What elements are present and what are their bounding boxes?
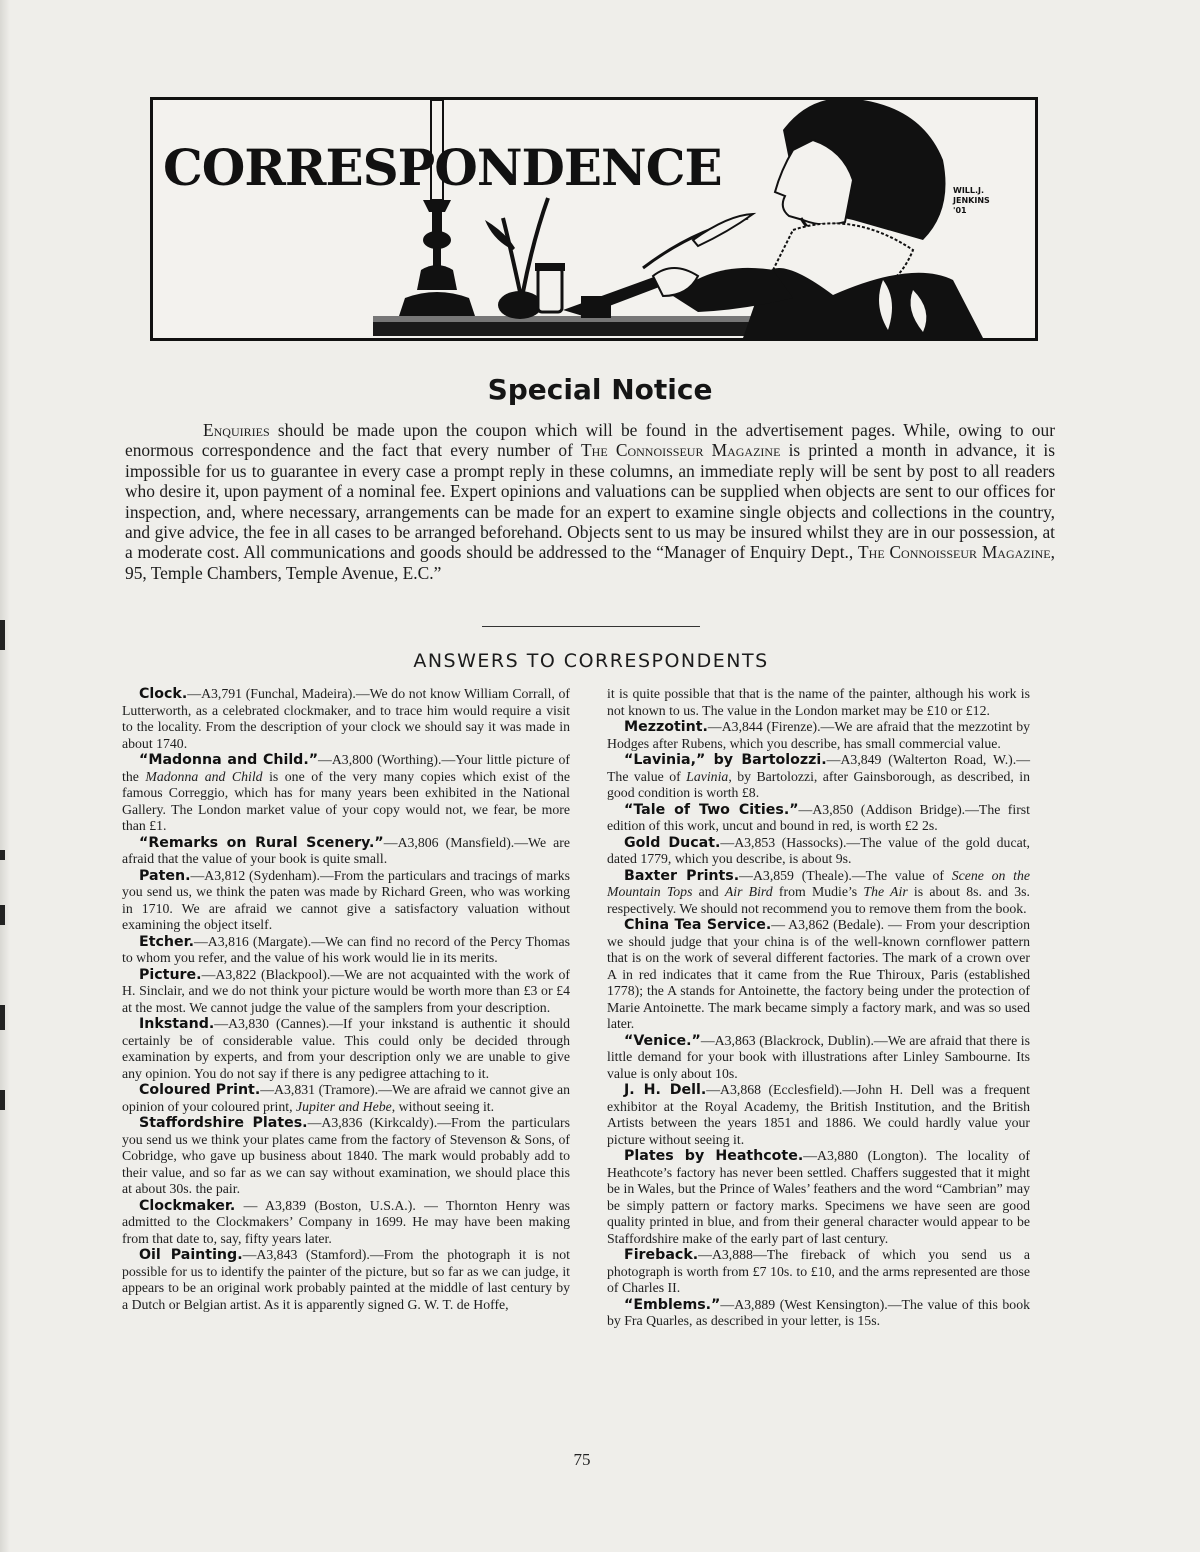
answer-entry	[607, 1148, 1030, 1247]
answer-entry	[607, 686, 1030, 719]
notice-part: The Connoisseur Magazine	[858, 542, 1051, 563]
answer-entry	[607, 1082, 1030, 1148]
page-edge-shadow	[0, 0, 10, 1552]
binding-mark	[0, 1005, 5, 1030]
answer-entry	[607, 1297, 1030, 1330]
answer-subject: Clockmaker.	[139, 1197, 236, 1214]
special-notice-heading: Special Notice	[487, 373, 713, 406]
answer-subject: Plates by Heathcote.	[624, 1148, 804, 1164]
answer-text: —A3,889 (West Kensington).—The value of this book by Fra Quarles, as described in your letter, is 15s.	[607, 1296, 1030, 1328]
section-divider	[482, 626, 700, 627]
answer-entry	[607, 868, 1030, 918]
answer-entry	[122, 1115, 570, 1198]
notice-part: , 95, Temple Chambers, Temple Avenue, E.C.”	[125, 542, 1055, 583]
answer-subject: Etcher.	[139, 933, 194, 950]
answer-subject: Gold Ducat.	[624, 834, 721, 851]
answer-subject: Baxter Prints.	[624, 867, 740, 884]
correspondence-banner	[150, 97, 1038, 341]
signature-line: '01	[953, 206, 967, 215]
binding-mark	[0, 850, 5, 860]
answer-text: , by Bartolozzi, after Gainsborough, as described, in good condition is worth £8.	[607, 768, 1031, 800]
answer-title-italic: Air Bird	[724, 884, 773, 899]
answers-heading: ANSWERS TO CORRESPONDENTS	[413, 650, 769, 672]
banner-title: CORRESPONDENCE	[163, 138, 722, 197]
special-notice-body	[125, 420, 1055, 583]
answer-entry	[607, 719, 1030, 752]
answer-entry	[607, 1247, 1030, 1297]
answer-entry	[607, 835, 1030, 868]
notice-part: The Connoisseur Magazine	[581, 440, 781, 461]
answer-subject: Inkstand.	[139, 1016, 215, 1032]
answer-text: —A3,831 (Tramore).—We are afraid we cannot give an opinion of your coloured print,	[122, 1082, 570, 1114]
answer-text: —A3,853 (Hassocks).—The value of the gold ducat, dated 1779, which you describe, is about 9s.	[607, 834, 1030, 866]
answer-text: is one of the very many copies which exist of the famous Correggio, which has for many years been exhibited in the National Gallery. The London market value of your copy would not, we fear, be more than £1.	[122, 768, 570, 833]
answer-subject: Staffordshire Plates.	[139, 1115, 308, 1131]
page-number: 75	[573, 1450, 591, 1469]
answer-entry	[122, 1198, 570, 1248]
answer-subject: Oil Painting.	[139, 1247, 243, 1263]
answer-subject: Paten.	[139, 867, 191, 884]
answer-entry	[122, 1016, 570, 1082]
answer-text: —A3,836 (Kirkcaldy).—From the particulars you send us we think your plates came from the factory of Stevenson & Sons, of Cobridge, who gave up business about 1840. The mark would probably add to their value, and so far as we can say without examination, we should place this at about 30s. the pair.	[122, 1115, 570, 1196]
notice-part: should be made upon the coupon which will be found in the advertisement pages. While, owing to our enormous correspondence and the fact that every number of	[125, 420, 1055, 461]
answer-title-italic: Scene on the Mountain Tops	[607, 867, 1031, 899]
signature-line: WILL.J.	[953, 186, 985, 195]
answer-text: —A3,791 (Funchal, Madeira).—We do not know William Corrall, of Lutterworth, as a celebrated clockmaker, and to trace him would require a visit to the locality. From the description of your clock we should say it was made in about 1740.	[122, 686, 570, 751]
answer-text: — A3,839 (Boston, U.S.A.). — Thornton Henry was admitted to the Clockmakers’ Company in 1699. He may have been making from that date to, say, fifty years later.	[122, 1197, 570, 1246]
answer-entry	[607, 1033, 1030, 1083]
answer-text: —A3,843 (Stamford).—From the photograph it is not possible for us to identify the painter of the picture, but so far as we can judge, it appears to be an original work probably painted at the middle of last century by a Dutch or Belgian artist. As it is apparently signed G. W. T. de Hoffe,	[122, 1247, 570, 1312]
notice-part: Enquiries	[203, 420, 270, 440]
answer-entry	[122, 686, 570, 752]
answer-text: —A3,816 (Margate).—We can find no record of the Percy Thomas to whom you refer, and the value of his work would lie in its merits.	[122, 933, 570, 965]
answer-subject: “Remarks on Rural Scenery.”	[139, 834, 384, 851]
answer-text: —A3,859 (Theale).—The value of	[739, 867, 952, 883]
answer-title-italic: Jupiter and Hebe	[295, 1098, 392, 1114]
answer-text: —A3,880 (Longton). The locality of Heathcote’s factory has never been settled. Chaffers suggested that it might be in Wales, but the Prince of Wales’ feathers and the word “Cambrian” may be simply pattern or factory marks. Specimens we have seen are good quality printed in blue, and from their general character would appear to be Staffordshire make of the early part of last century.	[607, 1148, 1031, 1246]
answer-text: —A3,830 (Cannes).—If your inkstand is authentic it should certainly be of considerable value. This could only be decided through examination by experts, and from your description only we are unable to give any opinion. You do not say if there is any pedigree attaching to it.	[122, 1016, 570, 1081]
answer-entry	[607, 917, 1030, 1033]
answer-text: , without seeing it.	[391, 1098, 495, 1114]
answer-title-italic: Madonna and Child	[145, 768, 263, 784]
answer-text: —A3,812 (Sydenham).—From the particulars and tracings of marks you send us, we think the paten was made by Richard Green, who was working in 1710. We are afraid we cannot give a satisfactory valuation without examining the object itself.	[122, 867, 570, 932]
answer-subject: Coloured Print.	[139, 1082, 261, 1098]
answer-subject: “Madonna and Child.”	[139, 752, 319, 768]
answer-text: is about 8s. and 3s. respectively. We should not recommend you to remove them from the book.	[607, 884, 1030, 916]
answer-entry	[607, 752, 1030, 802]
artist-signature	[953, 186, 990, 216]
answer-text: —A3,800 (Worthing).—Your little picture of the	[122, 752, 570, 784]
answer-text: from Mudie’s	[772, 884, 864, 899]
binding-mark	[0, 1090, 5, 1110]
answer-subject: “Lavinia,” by Bartolozzi.	[624, 752, 827, 768]
answer-subject: Mezzotint.	[624, 719, 708, 735]
answer-text: —A3,806 (Mansfield).—We are afraid that the value of your book is quite small.	[122, 834, 570, 866]
answer-text: it is quite possible that that is the name of the painter, although his work is not known to us. The value in the London market may be £10 or £12.	[607, 686, 1030, 718]
answer-entry	[122, 934, 570, 967]
answer-text: —A3,850 (Addison Bridge).—The first edition of this work, uncut and bound in red, is worth £2 2s.	[607, 801, 1030, 833]
answer-entry	[122, 835, 570, 868]
answer-subject: Picture.	[139, 966, 202, 983]
answer-subject: “Emblems.”	[624, 1296, 721, 1313]
answer-subject: Fireback.	[624, 1247, 699, 1263]
answer-subject: J. H. Dell.	[624, 1082, 707, 1098]
answer-entry	[607, 802, 1030, 835]
answer-text: —A3,868 (Ecclesfield).—John H. Dell was a frequent exhibitor at the Royal Academy, the British Institution, and the British Artists between the years 1851 and 1886. We could hardly value your picture without seeing it.	[607, 1082, 1030, 1147]
answer-title-italic: Lavinia	[686, 768, 729, 784]
answers-right-column	[607, 686, 1030, 1330]
scribe-illustration	[153, 100, 1035, 338]
answer-title-italic: The Air	[863, 884, 908, 899]
answer-text: — A3,862 (Bedale). — From your description we should judge that your china is of the well-known cornflower pattern that is on the work of several different factories. The mark of a crown over A in red indicates that it came from the Rue Thiroux, Paris (established 1778); the A stands for Antoinette, the factory being under the protection of Marie Antoinette. The mark became simply a factory mark, and was so used later.	[607, 917, 1030, 1031]
answer-text: —A3,888—The fireback of which you send us a photograph is worth from £7 10s. to £10, and the arms represented are those of Charles II.	[607, 1247, 1030, 1295]
answer-subject: “Venice.”	[624, 1032, 701, 1049]
answer-entry	[122, 1247, 570, 1313]
answer-entry	[122, 868, 570, 934]
answer-entry	[122, 1082, 570, 1115]
notice-part: is printed a month in advance, it is impossible for us to guarantee in every case a prompt reply in these columns, an immediate reply will be sent by post to all readers who desire it, upon payment of a nominal fee. Expert opinions and valuations can be supplied when objects are sent to our offices for inspection, and, where necessary, arrangements can be made for an expert to examine single objects and collections in the country, and give advice, the fee in all cases to be arranged beforehand. Objects sent to us may be insured whilst they are in our possession, at a moderate cost. All communications and goods should be addressed to the “Manager of Enquiry Dept.,	[125, 440, 1055, 563]
answer-text: —A3,822 (Blackpool).—We are not acquainted with the work of H. Sinclair, and we do not think your picture would be worth more than £3 or £4 at the most. We cannot judge the value of the samplers from your description.	[122, 966, 570, 1015]
answer-text: and	[692, 884, 725, 899]
answer-entry	[122, 967, 570, 1017]
binding-mark	[0, 905, 5, 925]
answer-subject: China Tea Service.	[624, 917, 772, 933]
signature-line: JENKINS	[953, 196, 990, 205]
answer-text: —A3,844 (Firenze).—We are afraid that the mezzotint by Hodges after Rubens, which you describe, has small commercial value.	[607, 719, 1030, 751]
answer-text: —A3,863 (Blackrock, Dublin).—We are afraid that there is little demand for your book with illustrations after Linley Sambourne. Its value is only about 10s.	[607, 1032, 1030, 1081]
answer-subject: “Tale of Two Cities.”	[624, 801, 799, 818]
answers-left-column	[122, 686, 570, 1313]
binding-mark	[0, 620, 5, 650]
answer-text: —A3,849 (Walterton Road, W.).—The value of	[607, 752, 1030, 784]
answer-subject: Clock.	[139, 686, 188, 702]
answer-entry	[122, 752, 570, 835]
